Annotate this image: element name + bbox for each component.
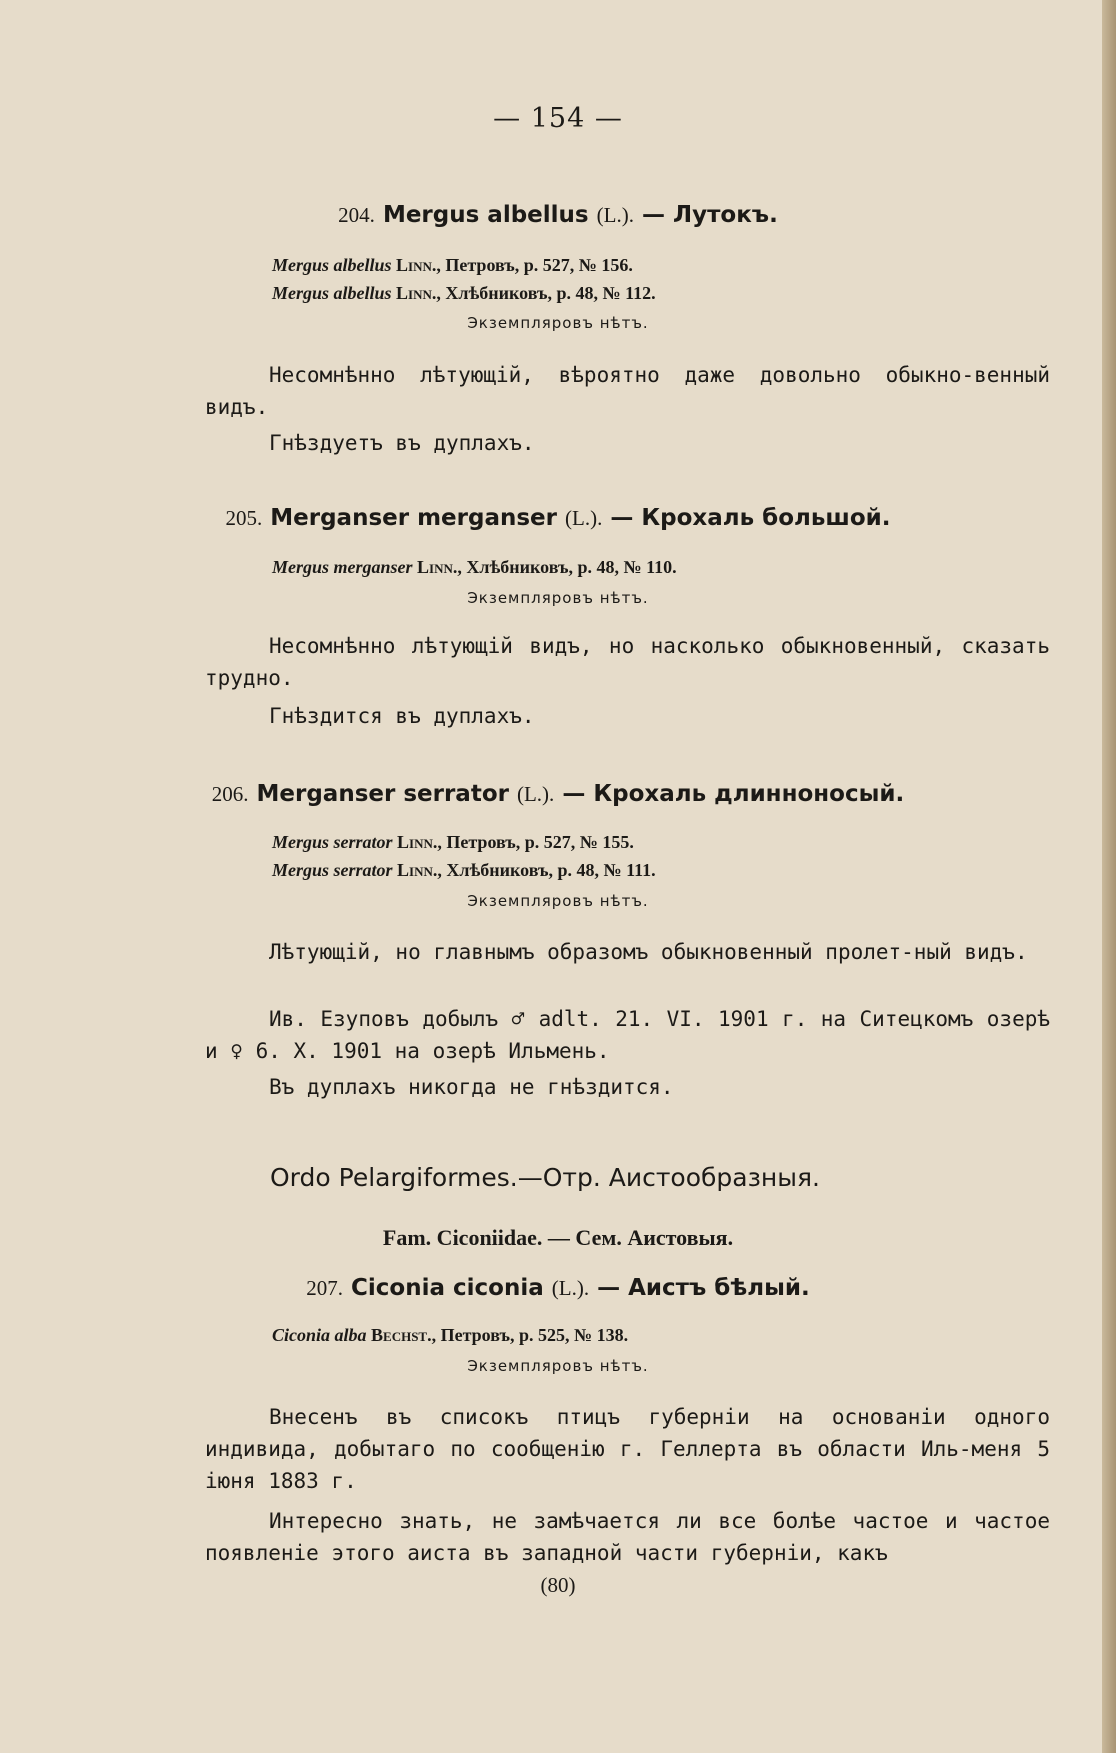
ref-author: Linn. xyxy=(397,860,438,880)
dash: — xyxy=(589,1275,629,1301)
paragraph: Интересно знать, не замѣчается ли все болѣе частое и частое появленіе этого аиста въ западной части губерніи, какъ xyxy=(205,1509,1050,1565)
paragraph: Несомнѣнно лѣтующій видъ, но насколько обыкновенный, сказать трудно. xyxy=(205,634,1050,690)
latin-name: Ciconia ciconia xyxy=(351,1275,544,1301)
species-number: 206. xyxy=(211,782,249,806)
ref-author: Linn. xyxy=(396,255,437,275)
reference-line xyxy=(272,1325,628,1346)
species-number: 207. xyxy=(306,1276,343,1300)
ref-species: Mergus serrator xyxy=(272,860,393,880)
species-number: 205. xyxy=(225,506,263,530)
paragraph: Ив. Езуповъ добылъ ♂ adlt. 21. VI. 1901 г. на Ситецкомъ озерѣ и ♀ 6. X. 1901 на озерѣ Ильмень. xyxy=(205,1007,1050,1063)
paragraph: Гнѣздуетъ въ дуплахъ. xyxy=(269,431,535,455)
ref-species: Ciconia alba xyxy=(272,1325,367,1345)
ref-detail: , Хлѣбниковъ, p. 48, № 112. xyxy=(436,283,656,303)
latin-name: Mergus albellus xyxy=(382,202,589,228)
specimens-note: Экземпляровъ нѣтъ. xyxy=(467,1357,649,1375)
dash: — xyxy=(554,781,594,807)
reference-line xyxy=(272,557,677,578)
dash: — xyxy=(633,202,673,228)
page-number: — 154 — xyxy=(493,103,623,134)
ref-species: Mergus merganser xyxy=(272,557,413,577)
ref-author: Linn. xyxy=(397,832,438,852)
ref-detail: , Хлѣбниковъ, p. 48, № 111. xyxy=(437,860,656,880)
paragraph: Внесенъ въ списокъ птицъ губерніи на основаніи одного индивида, добытаго по сообщенію г. Геллерта въ области Иль-меня 5 іюня 1883 г. xyxy=(205,1405,1050,1493)
family-heading: Fam. Ciconiidae. — Сем. Аистовыя. xyxy=(382,1225,734,1250)
paragraph: Несомнѣнно лѣтующій, вѣроятно даже довольно обыкно-венный видъ. xyxy=(205,363,1050,419)
ref-detail: , Хлѣбниковъ, p. 48, № 110. xyxy=(457,557,677,577)
author: (L.). xyxy=(516,782,555,806)
author: (L.). xyxy=(596,203,634,227)
ref-author: Linn. xyxy=(417,557,458,577)
specimens-note: Экземпляровъ нѣтъ. xyxy=(467,589,649,607)
order-heading: Ordo Pelargiformes.—Отр. Аистообразныя. xyxy=(270,1163,820,1192)
ref-detail: , Петровъ, p. 527, № 156. xyxy=(436,255,633,275)
signature-mark: (80) xyxy=(540,1573,576,1597)
ref-species: Mergus serrator xyxy=(272,832,393,852)
paragraph: Гнѣздится въ дуплахъ. xyxy=(269,704,535,728)
species-heading-207 xyxy=(0,1275,1116,1301)
author: (L.). xyxy=(565,506,603,530)
reference-line xyxy=(272,860,656,881)
ref-author: Linn. xyxy=(396,283,437,303)
ref-species: Mergus albellus xyxy=(272,283,392,303)
paragraph: Въ дуплахъ никогда не гнѣздится. xyxy=(269,1075,674,1099)
ref-detail: , Петровъ, p. 527, № 155. xyxy=(437,832,634,852)
dash: — xyxy=(602,505,642,531)
paragraph: Лѣтующій, но главнымъ образомъ обыкновенный пролет-ный видъ. xyxy=(269,940,1028,964)
latin-name: Merganser serrator xyxy=(256,781,509,807)
reference-line xyxy=(272,283,656,304)
author: (L.). xyxy=(551,1276,590,1300)
ref-detail: , Петровъ, p. 525, № 138. xyxy=(431,1325,629,1345)
russian-name: Крохаль большой. xyxy=(641,505,891,531)
russian-name: Лутокъ. xyxy=(672,202,778,228)
species-heading-205 xyxy=(0,505,1116,531)
page-edge xyxy=(1102,0,1116,1753)
species-number: 204. xyxy=(338,203,375,227)
species-heading-206 xyxy=(0,781,1116,807)
latin-name: Merganser merganser xyxy=(270,505,557,531)
specimens-note: Экземпляровъ нѣтъ. xyxy=(467,314,649,332)
ref-author: Bechst. xyxy=(371,1325,432,1345)
ref-species: Mergus albellus xyxy=(272,255,392,275)
reference-line xyxy=(272,255,633,276)
russian-name: Аистъ бѣлый. xyxy=(628,1275,810,1301)
species-heading-204 xyxy=(0,202,1116,228)
specimens-note: Экземпляровъ нѣтъ. xyxy=(467,892,649,910)
russian-name: Крохаль длинноносый. xyxy=(593,781,905,807)
reference-line xyxy=(272,832,634,853)
